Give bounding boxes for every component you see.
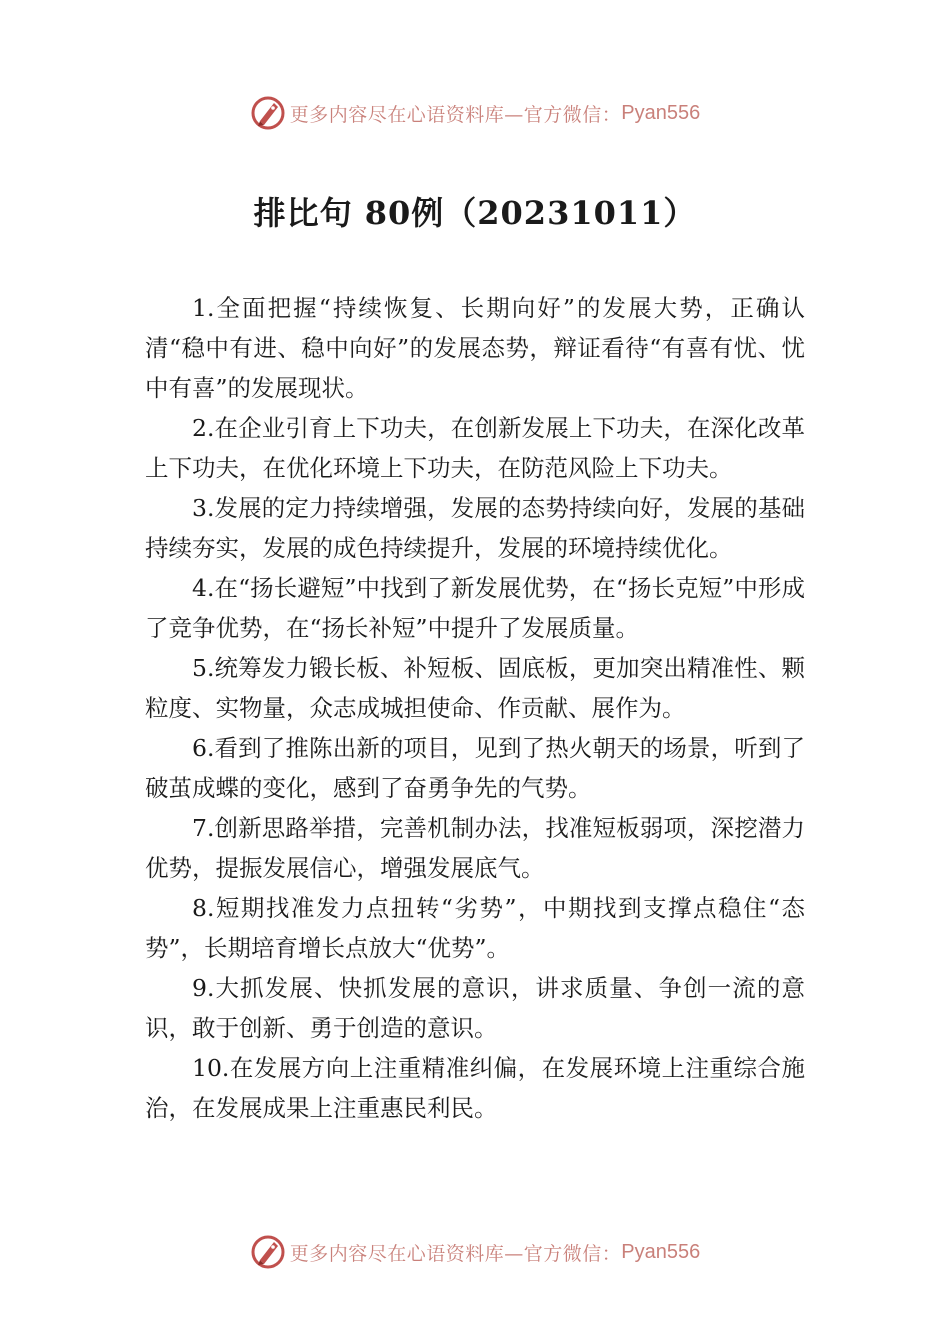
paragraph-2: 2.在企业引育上下功夫，在创新发展上下功夫，在深化改革上下功夫，在优化环境上下功夫，在防范风险上下功夫。 — [145, 414, 805, 482]
wechat-id: Pyan556 — [621, 1240, 701, 1263]
paragraph-9: 9.大抓发展、快抓发展的意识，讲求质量、争创一流的意识，敢于创新、勇于创造的意识。 — [145, 974, 805, 1042]
pen-nib-logo-icon — [250, 95, 286, 131]
watermark-text: 更多内容尽在心语资料库—官方微信： — [289, 1242, 622, 1265]
paragraph-7: 7.创新思路举措，完善机制办法，找准短板弱项，深挖潜力优势，提振发展信心，增强发展底气。 — [145, 814, 805, 882]
paragraph-4: 4.在“扬长避短”中找到了新发展优势，在“扬长克短”中形成了竞争优势，在“扬长补短”中提升了发展质量。 — [145, 574, 805, 642]
paragraph-8: 8.短期找准发力点扭转“劣势”，中期找到支撑点稳住“态势”，长期培育增长点放大“优势”。 — [145, 894, 805, 962]
wechat-id: Pyan556 — [621, 101, 701, 124]
header-watermark — [0, 93, 950, 133]
pen-nib-logo-icon — [250, 1234, 286, 1270]
paragraph-10: 10.在发展方向上注重精准纠偏，在发展环境上注重综合施治，在发展成果上注重惠民利民。 — [145, 1054, 805, 1122]
watermark-text: 更多内容尽在心语资料库—官方微信： — [289, 103, 622, 126]
paragraph-5: 5.统筹发力锻长板、补短板、固底板，更加突出精准性、颗粒度、实物量，众志成城担使命、作贡献、展作为。 — [145, 654, 805, 722]
footer-watermark — [0, 1232, 950, 1272]
document-title: 排比句 80例（20231011） — [253, 194, 697, 232]
paragraph-3: 3.发展的定力持续增强，发展的态势持续向好，发展的基础持续夯实，发展的成色持续提升，发展的环境持续优化。 — [145, 494, 805, 562]
paragraph-1: 1.全面把握“持续恢复、长期向好”的发展大势，正确认清“稳中有进、稳中向好”的发展态势，辩证看待“有喜有忧、忧中有喜”的发展现状。 — [145, 294, 805, 402]
paragraph-6: 6.看到了推陈出新的项目，见到了热火朝天的场景，听到了破茧成蝶的变化，感到了奋勇争先的气势。 — [145, 734, 805, 802]
document-body — [145, 288, 805, 1128]
